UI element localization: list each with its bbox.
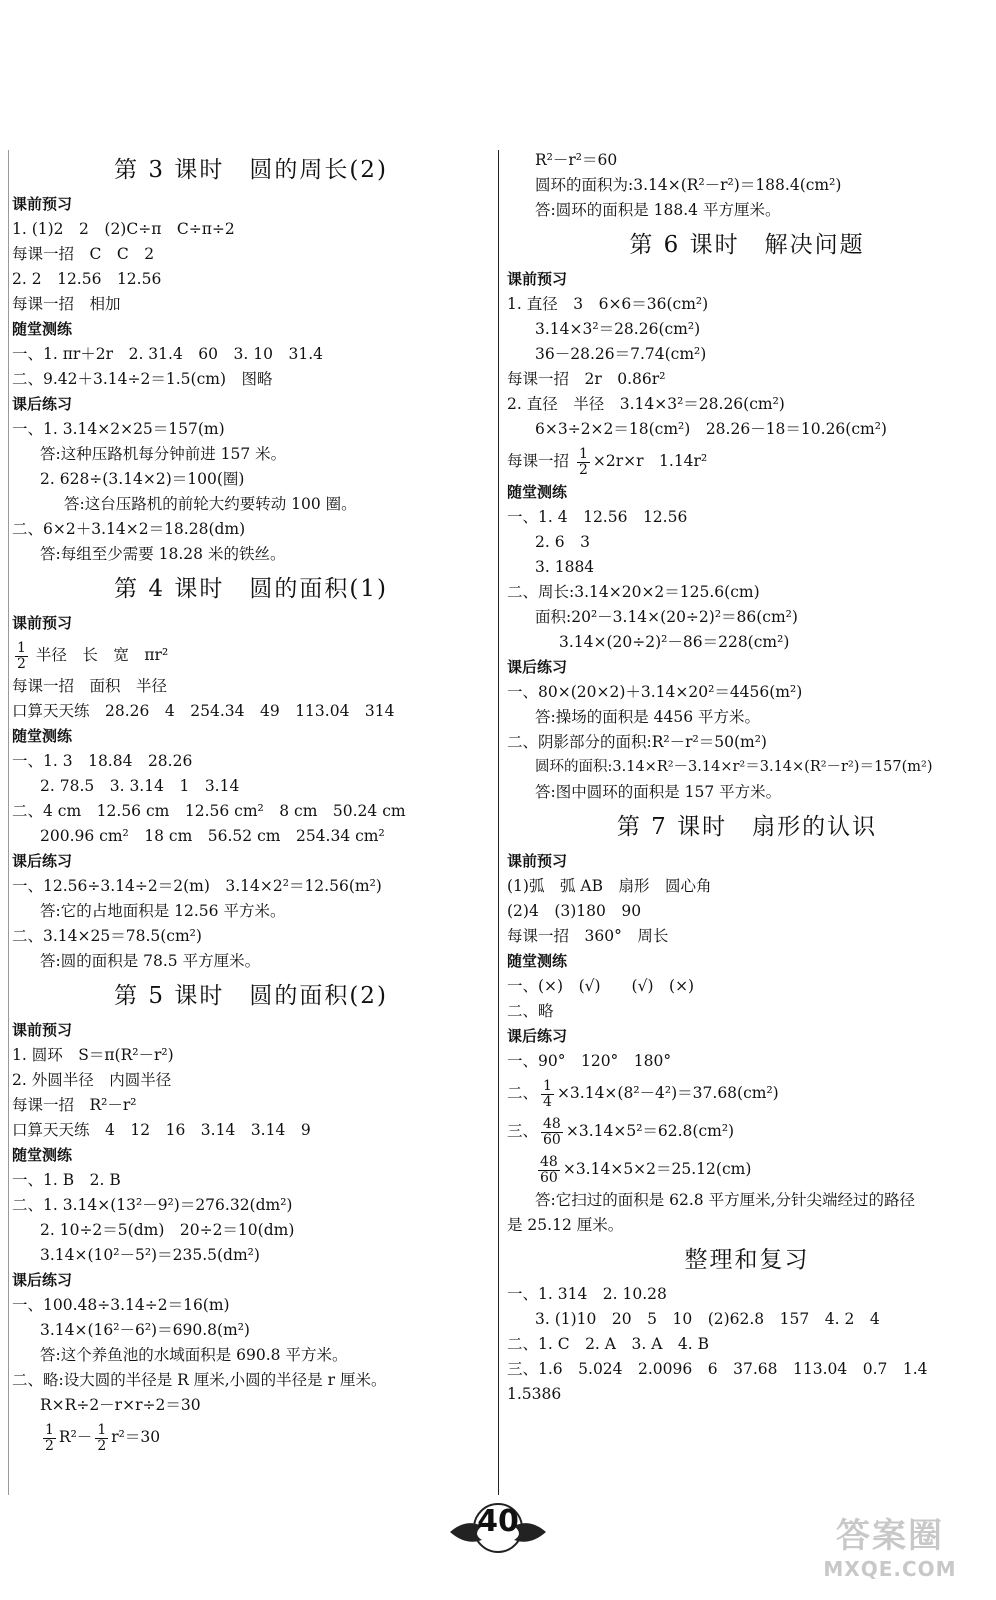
answer-line: 每课一招 相加: [12, 295, 121, 313]
right-column: [507, 148, 987, 1407]
answer-line: 答:它的占地面积是 12.56 平方米。: [40, 902, 286, 920]
denominator: 2: [17, 655, 26, 672]
section-label: 随堂测练: [507, 952, 568, 970]
answer-text: ×3.14×5×2＝25.12(cm): [562, 1160, 752, 1178]
answer-line: 2. 78.5 3. 3.14 1 3.14: [40, 777, 240, 795]
answer-line: 一、1. B 2. B: [12, 1171, 121, 1189]
answer-line: 答:它扫过的面积是 62.8 平方厘米,分针尖端经过的路径: [535, 1191, 916, 1209]
numerator: 48: [540, 1153, 558, 1170]
answer-line: R²－r²＝60: [535, 151, 618, 169]
left-column: [12, 148, 490, 1456]
lesson-7-heading: 第 7 课时 扇形的认识: [616, 814, 878, 840]
denominator: 60: [543, 1131, 561, 1148]
answer-text: ×2r×r 1.14r²: [592, 452, 708, 470]
section-label: 课后练习: [12, 1271, 73, 1289]
answer-line: 每课一招 R²－r²: [12, 1096, 137, 1114]
answer-line: 每课一招 360° 周长: [507, 927, 669, 945]
section-label: 课前预习: [12, 1021, 73, 1039]
answer-line: [507, 1112, 987, 1150]
answer-line: 答:这个养鱼池的水域面积是 690.8 平方米。: [40, 1346, 348, 1364]
answer-line: 一、12.56÷3.14÷2＝2(m) 3.14×2²＝12.56(m²): [12, 877, 382, 895]
section-label: 课前预习: [12, 195, 73, 213]
answer-line: 一、100.48÷3.14÷2＝16(m): [12, 1296, 230, 1314]
answer-line: [12, 1418, 490, 1456]
section-label: 课后练习: [507, 658, 568, 676]
denominator: 2: [45, 1437, 54, 1454]
section-label: 课前预习: [507, 852, 568, 870]
answer-line: 每课一招 C C 2: [12, 245, 155, 263]
answer-line: 一、1. πr＋2r 2. 31.4 60 3. 10 31.4: [12, 345, 323, 363]
answer-line: 三、1.6 5.024 2.0096 6 37.68 113.04 0.7 1.4: [507, 1360, 928, 1378]
answer-line: 圆环的面积为:3.14×(R²－r²)＝188.4(cm²): [535, 176, 842, 194]
numerator: 48: [543, 1115, 561, 1132]
answer-line: 一、1. 4 12.56 12.56: [507, 508, 688, 526]
answer-line: 一、(×) (√) (√) (×): [507, 977, 695, 995]
answer-line: [507, 1074, 987, 1112]
answer-line: 一、90° 120° 180°: [507, 1052, 672, 1070]
watermark-title: 答案圈: [836, 1516, 944, 1556]
answer-text: ×3.14×(8²－4²)＝37.68(cm²): [556, 1084, 779, 1102]
answer-line: 3.14×(20÷2)²－86＝228(cm²): [559, 633, 790, 651]
fraction: [538, 1155, 560, 1186]
fraction: [541, 1117, 563, 1148]
watermark: [800, 1508, 980, 1596]
answer-line: 2. 直径 半径 3.14×3²＝28.26(cm²): [507, 395, 785, 413]
answer-line: (2)4 (3)180 90: [507, 902, 642, 920]
answer-line: 二、6×2＋3.14×2＝18.28(dm): [12, 520, 246, 538]
answer-line: R×R÷2－r×r÷2＝30: [40, 1396, 201, 1414]
answer-line: 一、1. 3.14×2×25＝157(m): [12, 420, 225, 438]
answer-line: 二、1. C 2. A 3. A 4. B: [507, 1335, 709, 1353]
answer-line: 36－28.26＝7.74(cm²): [535, 345, 707, 363]
fraction: [541, 1079, 554, 1110]
answer-line: 答:操场的面积是 4456 平方米。: [535, 708, 761, 726]
answer-line: 3.14×(10²－5²)＝235.5(dm²): [40, 1246, 260, 1264]
answer-line: 每课一招 面积 半径: [12, 677, 168, 695]
numerator: 1: [543, 1077, 552, 1094]
answer-line: 口算天天练 28.26 4 254.34 49 113.04 314: [12, 702, 395, 720]
answer-text: R²－: [58, 1428, 93, 1446]
denominator: 60: [540, 1169, 558, 1186]
answer-line: 1. 圆环 S＝π(R²－r²): [12, 1046, 174, 1064]
answer-line: 3.14×3²＝28.26(cm²): [535, 320, 701, 338]
fraction: [95, 1423, 108, 1454]
answer-line: 答:图中圆环的面积是 157 平方米。: [535, 783, 782, 801]
section-label: 课前预习: [12, 614, 73, 632]
answer-text: ×3.14×5²＝62.8(cm²): [565, 1122, 735, 1140]
section-label: 课后练习: [507, 1027, 568, 1045]
answer-line: 口算天天练 4 12 16 3.14 3.14 9: [12, 1121, 311, 1139]
answer-line: 答:这台压路机的前轮大约要转动 100 圈。: [64, 495, 357, 513]
answer-line: 答:每组至少需要 18.28 米的铁丝。: [40, 545, 286, 563]
answer-line: 2. 628÷(3.14×2)＝100(圈): [40, 470, 245, 488]
answer-line: 3.14×(16²－6²)＝690.8(m²): [40, 1321, 250, 1339]
answer-line: 每课一招 2r 0.86r²: [507, 370, 666, 388]
answer-line: 3. (1)10 20 5 10 (2)62.8 157 4. 2 4: [535, 1310, 880, 1328]
answer-line: 二、周长:3.14×20×2＝125.6(cm): [507, 583, 760, 601]
answer-line: 6×3÷2×2＝18(cm²) 28.26－18＝10.26(cm²): [535, 420, 887, 438]
denominator: 2: [97, 1437, 107, 1454]
answer-line: 2. 外圆半径 内圆半径: [12, 1071, 172, 1089]
numerator: 1: [45, 1421, 54, 1438]
section-label: 课后练习: [12, 395, 73, 413]
answer-text: 每课一招: [507, 452, 570, 470]
answer-line: 1.5386: [507, 1385, 562, 1403]
denominator: 2: [578, 461, 588, 478]
answer-line: 一、80×(20×2)＋3.14×20²＝4456(m²): [507, 683, 803, 701]
answer-line: 面积:20²－3.14×(20÷2)²＝86(cm²): [535, 608, 798, 626]
answer-line: 1. 直径 3 6×6＝36(cm²): [507, 295, 709, 313]
answer-line: 1. (1)2 2 (2)C÷π C÷π÷2: [12, 220, 235, 238]
left-margin-rule: [8, 150, 9, 1495]
answer-line: 二、3.14×25＝78.5(cm²): [12, 927, 202, 945]
answer-line: 一、1. 3 18.84 28.26: [12, 752, 193, 770]
answer-line: 2. 2 12.56 12.56: [12, 270, 162, 288]
lesson-4-heading: 第 4 课时 圆的面积(1): [114, 576, 388, 602]
answer-line: 3. 1884: [535, 558, 595, 576]
answer-line: 答:这种压路机每分钟前进 157 米。: [40, 445, 287, 463]
answer-text: 二、: [507, 1084, 539, 1102]
lesson-5-heading: 第 5 课时 圆的面积(2): [114, 983, 388, 1009]
answer-line: 是 25.12 厘米。: [507, 1216, 624, 1234]
answer-line: 二、9.42＋3.14÷2＝1.5(cm) 图略: [12, 370, 273, 388]
answer-line: 二、1. 3.14×(13²－9²)＝276.32(dm²): [12, 1196, 293, 1214]
section-label: 随堂测练: [507, 483, 568, 501]
answer-line: [507, 1150, 987, 1188]
denominator: 4: [543, 1093, 552, 1110]
answer-line: (1)弧 弧 AB 扇形 圆心角: [507, 877, 712, 895]
column-divider: [498, 150, 499, 1495]
answer-line: 200.96 cm² 18 cm 56.52 cm 254.34 cm²: [40, 827, 385, 845]
answer-line: 2. 10÷2＝5(dm) 20÷2＝10(dm): [40, 1221, 295, 1239]
answer-line: 答:圆的面积是 78.5 平方厘米。: [40, 952, 261, 970]
answer-line: 答:圆环的面积是 188.4 平方厘米。: [535, 201, 781, 219]
lesson-6-heading: 第 6 课时 解决问题: [629, 232, 865, 258]
page-number-badge: [446, 1500, 550, 1560]
numerator: 1: [578, 445, 588, 462]
lesson-3-heading: 第 3 课时 圆的周长(2): [114, 157, 388, 183]
answer-line: 二、阴影部分的面积:R²－r²＝50(m²): [507, 733, 767, 751]
answer-text: 三、: [507, 1122, 539, 1140]
numerator: 1: [97, 1421, 107, 1438]
section-label: 随堂测练: [12, 320, 73, 338]
answer-text: 半径 长 宽 πr²: [35, 646, 169, 664]
answer-text: r²＝30: [111, 1428, 161, 1446]
answer-line: 二、略: [507, 1002, 554, 1020]
review-heading: 整理和复习: [684, 1247, 810, 1273]
section-label: 课后练习: [12, 852, 73, 870]
answer-line: [12, 636, 490, 674]
fraction: [577, 447, 590, 478]
fraction: [15, 641, 28, 672]
answer-line: 一、1. 314 2. 10.28: [507, 1285, 667, 1303]
answer-line: 圆环的面积:3.14×R²－3.14×r²＝3.14×(R²－r²)＝157(m²): [535, 759, 933, 775]
answer-line: 二、略:设大圆的半径是 R 厘米,小圆的半径是 r 厘米。: [12, 1371, 387, 1389]
section-label: 课前预习: [507, 270, 568, 288]
section-label: 随堂测练: [12, 1146, 73, 1164]
section-label: 随堂测练: [12, 727, 73, 745]
page-number: 40: [477, 1504, 519, 1539]
answer-line: 2. 6 3: [535, 533, 590, 551]
watermark-domain: MXQE.COM: [823, 1557, 957, 1581]
fraction: [43, 1423, 56, 1454]
answer-line: 二、4 cm 12.56 cm 12.56 cm² 8 cm 50.24 cm: [12, 802, 406, 820]
numerator: 1: [17, 639, 26, 656]
answer-line: [507, 442, 987, 480]
